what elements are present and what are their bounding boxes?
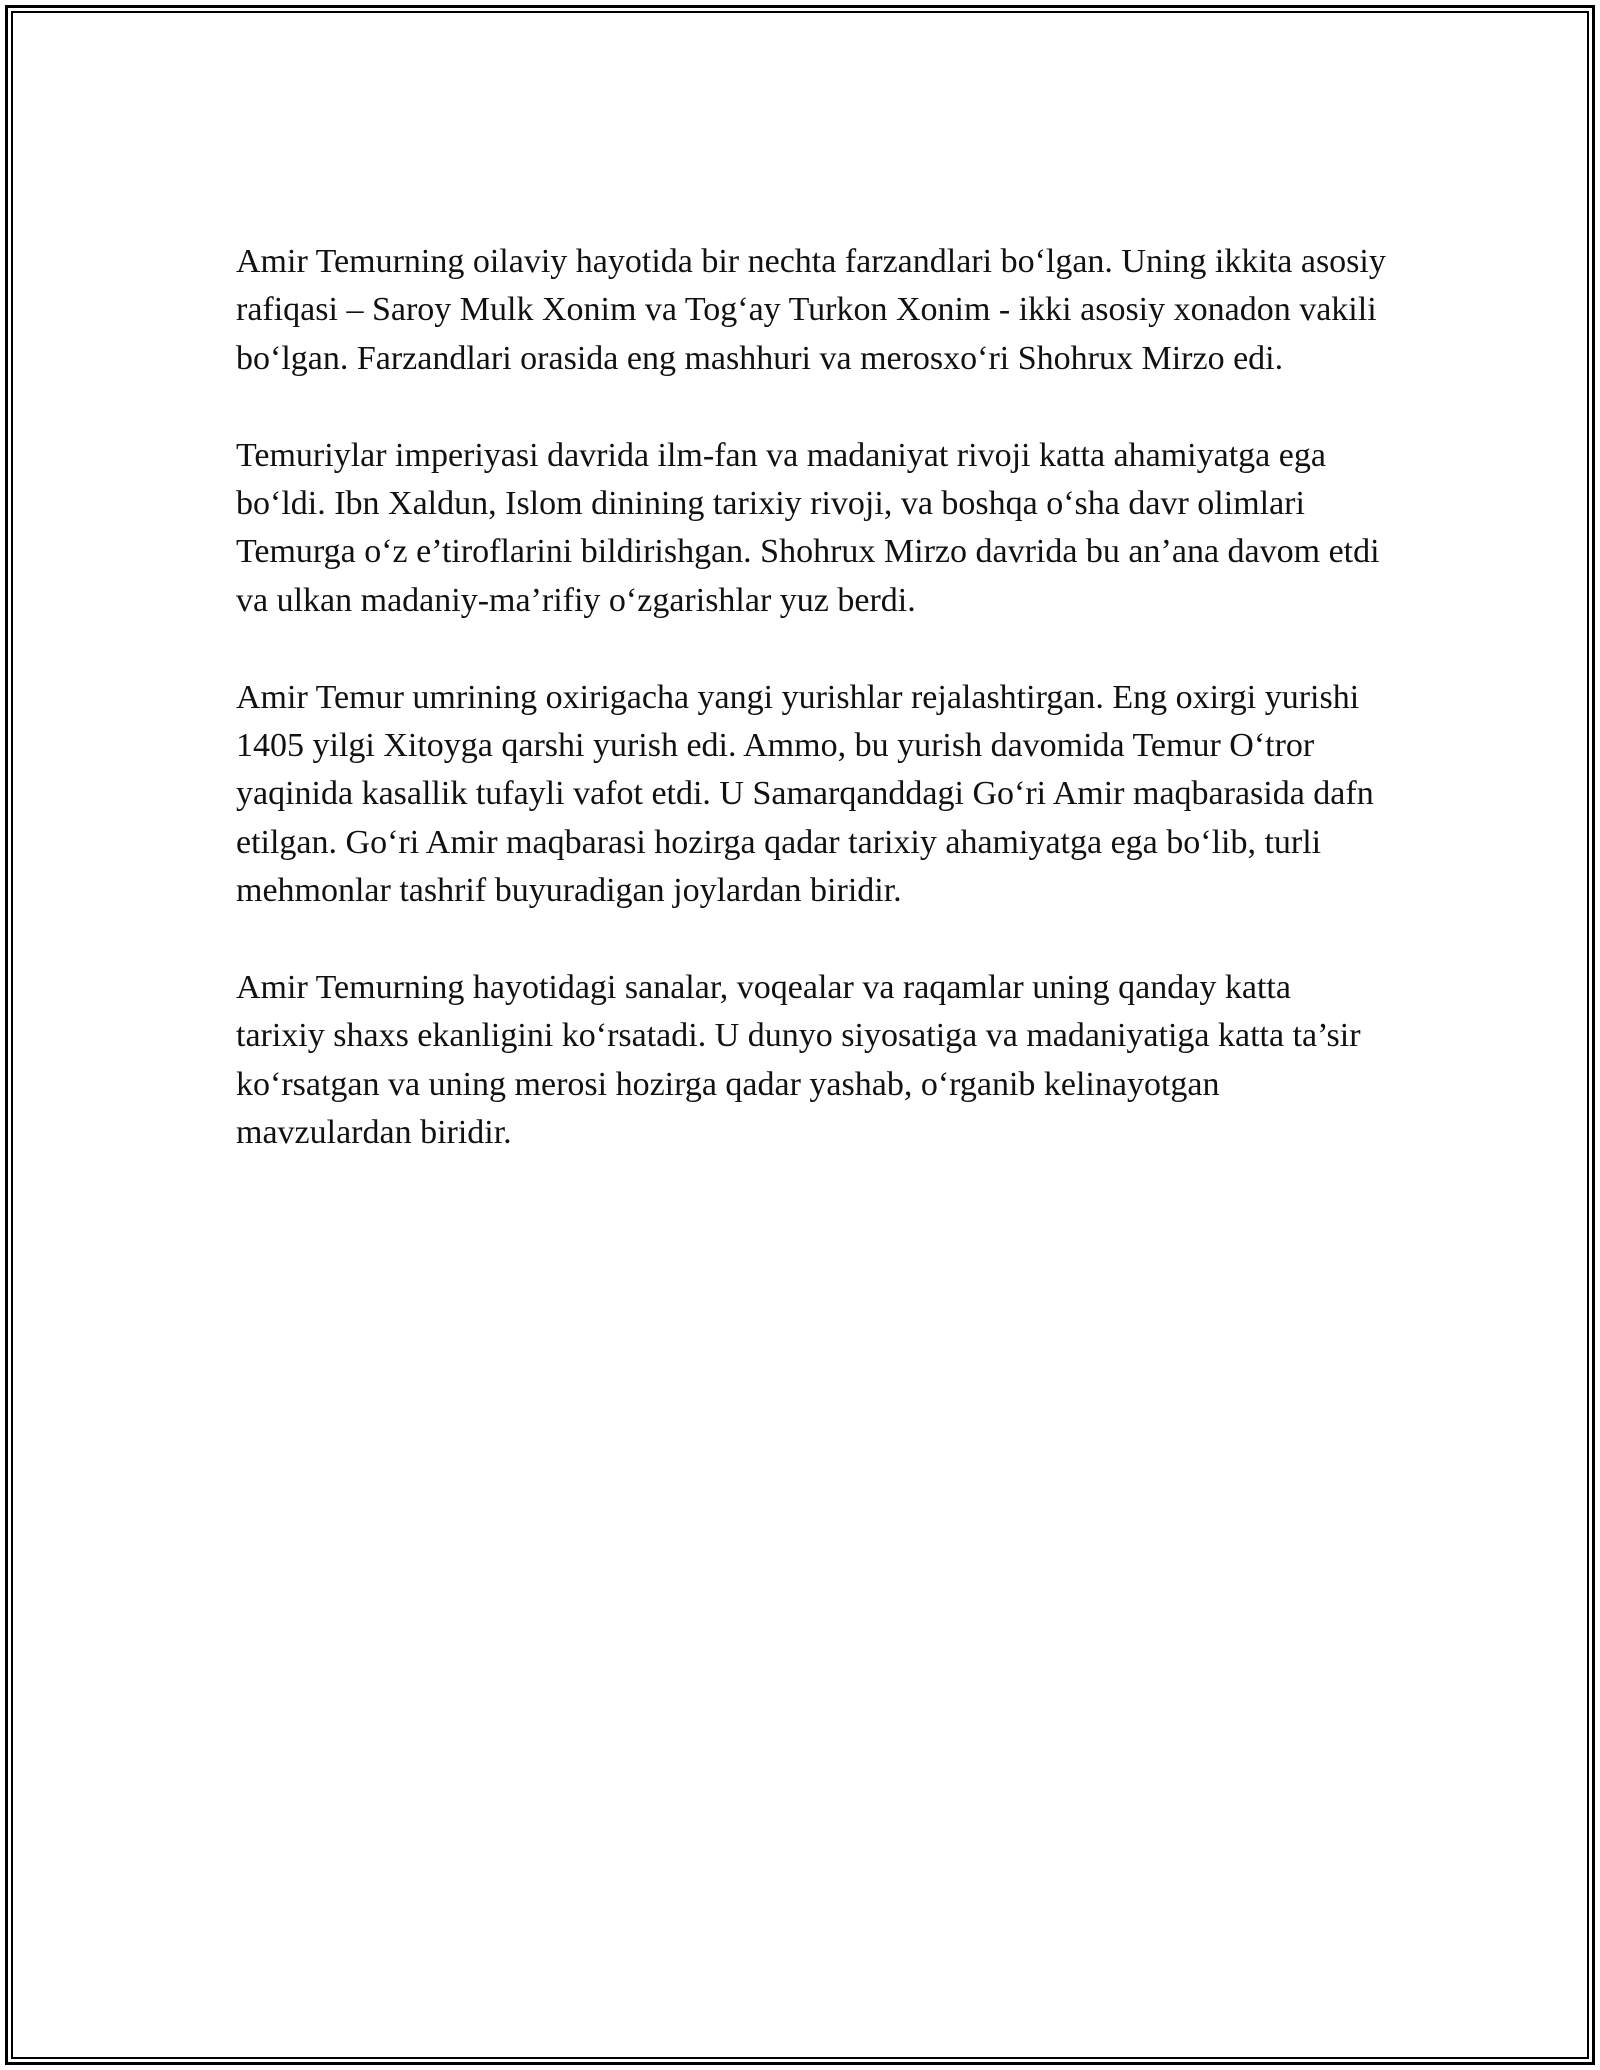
paragraph-family: Amir Temurning oilaviy hayotida bir nechta farzandlari bo‘lgan. Uning ikkita asosiy rafiqasi – Saroy Mulk Xonim va Tog‘ay Turkon Xonim - ikki asosiy xonadon vakili bo‘lgan. Farzandlari orasida eng mashhuri va merosxo‘ri Shohrux Mirzo edi. — [236, 243, 1386, 377]
paragraph-legacy: Amir Temurning hayotidagi sanalar, voqealar va raqamlar uning qanday katta tarixiy shaxs ekanligini ko‘rsatadi. U dunyo siyosatiga va madaniyatiga katta ta’sir ko‘rsatgan va uning merosi hozirga qadar yashab, o‘rganib kelinayotgan mavzulardan biridir. — [236, 969, 1361, 1152]
paragraph-last-campaign: Amir Temur umrining oxirigacha yangi yurishlar rejalashtirgan. Eng oxirgi yurishi 1405 yilgi Xitoyga qarshi yurish edi. Ammo, bu yurish davomida Temur O‘tror yaqinida kasallik tufayli vafot etdi. U Samarqanddagi Go‘ri Amir maqbarasida dafn etilgan. Go‘ri Amir maqbarasi hozirga qadar tarixiy ahamiyatga ega bo‘lib, turli mehmonlar tashrif buyuradigan joylardan biridir. — [236, 678, 1374, 910]
paragraph-science-culture: Temuriylar imperiyasi davrida ilm-fan va madaniyat rivoji katta ahamiyatga ega bo‘ldi. Ibn Xaldun, Islom dinining tarixiy rivoji, va boshqa o‘sha davr olimlari Temurga o‘z e’tiroflarini bildirishgan. Shohrux Mirzo davrida bu an’ana davom etdi va ulkan madaniy-ma’rifiy o‘zgarishlar yuz berdi. — [236, 436, 1380, 619]
document-body — [236, 238, 1386, 1158]
